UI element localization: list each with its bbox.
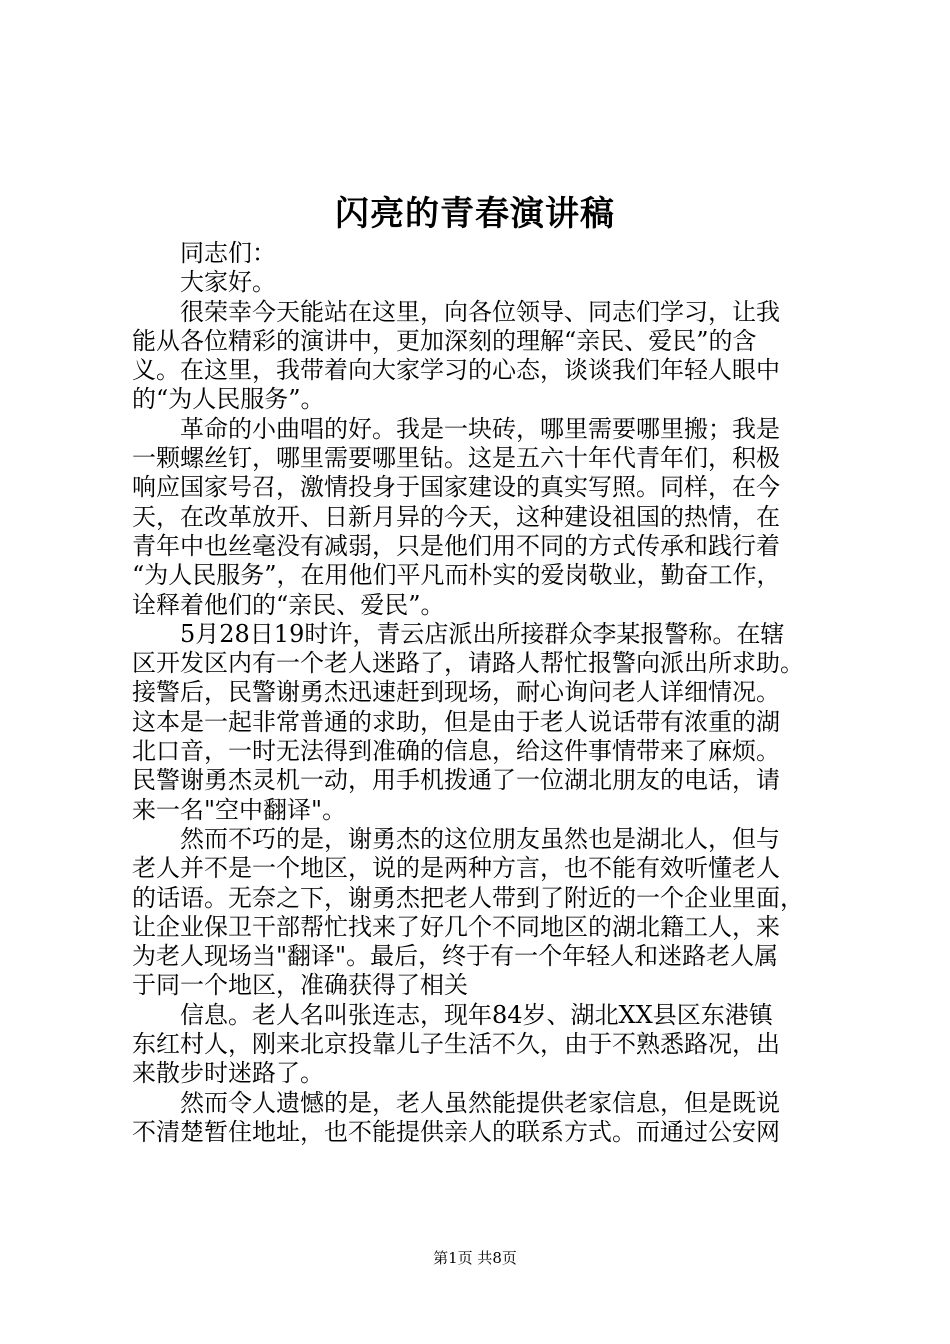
body-line: 很荣幸今天能站在这里，向各位领导、同志们学习，让我 [132, 297, 780, 326]
body-line: 响应国家号召，激情投身于国家建设的真实写照。同样，在今 [132, 473, 780, 502]
body-line: 这本是一起非常普通的求助，但是由于老人说话带有浓重的湖 [132, 707, 780, 736]
body-line: 诠释着他们的“亲民、爱民”。 [132, 590, 445, 619]
body-line: 同志们： [132, 239, 276, 267]
body-line: 青年中也丝毫没有减弱，只是他们用不同的方式传承和践行着 [132, 531, 780, 560]
body-line: 的“为人民服务”。 [132, 385, 325, 414]
body-line: 老人并不是一个地区，说的是两种方言，也不能有效听懂老人 [132, 854, 780, 883]
body-line: 不清楚暂住地址，也不能提供亲人的联系方式。而通过公安网 [132, 1117, 780, 1146]
body-line: 大家好。 [132, 268, 276, 297]
document-title: 闪亮的青春演讲稿 [335, 194, 615, 234]
body-line: 然而令人遗憾的是，老人虽然能提供老家信息，但是既说 [132, 1088, 780, 1117]
body-line: 革命的小曲唱的好。我是一块砖，哪里需要哪里搬；我是 [132, 414, 780, 443]
body-line: 天，在改革放开、日新月异的今天，这种建设祖国的热情，在 [132, 502, 780, 531]
body-line: 5月28日19时许，青云店派出所接群众李某报警称。在辖 [132, 619, 785, 648]
body-line: 区开发区内有一个老人迷路了，请路人帮忙报警向派出所求助。 [132, 649, 804, 678]
body-line: 义。在这里，我带着向大家学习的心态，谈谈我们年轻人眼中 [132, 356, 780, 385]
body-line: 接警后，民警谢勇杰迅速赶到现场，耐心询问老人详细情况。 [132, 678, 780, 707]
body-line: 北口音，一时无法得到准确的信息，给这件事情带来了麻烦。 [132, 737, 780, 766]
body-line: 让企业保卫干部帮忙找来了好几个不同地区的湖北籍工人，来 [132, 912, 780, 941]
body-line: 于同一个地区，准确获得了相关 [132, 971, 468, 1000]
body-line: 民警谢勇杰灵机一动，用手机拨通了一位湖北朋友的电话，请 [132, 766, 780, 795]
body-line: 为老人现场当"翻译"。最后，终于有一个年轻人和迷路老人属 [132, 942, 779, 971]
body-line: 的话语。无奈之下，谢勇杰把老人带到了附近的一个企业里面， [132, 883, 804, 912]
body-line: 来一名"空中翻译"。 [132, 795, 347, 824]
body-line: 来散步时迷路了。 [132, 1059, 324, 1088]
body-line: 东红村人，刚来北京投靠儿子生活不久，由于不熟悉路况，出 [132, 1030, 780, 1059]
body-line: 信息。老人名叫张连志，现年84岁、湖北XX县区东港镇 [132, 1000, 773, 1029]
body-line: 然而不巧的是，谢勇杰的这位朋友虽然也是湖北人，但与 [132, 824, 780, 853]
body-line: “为人民服务”，在用他们平凡而朴实的爱岗敬业，勤奋工作， [132, 561, 781, 590]
body-line: 能从各位精彩的演讲中，更加深刻的理解“亲民、爱民”的含 [132, 326, 757, 355]
body-line: 一颗螺丝钉，哪里需要哪里钻。这是五六十年代青年们，积极 [132, 444, 780, 473]
page-number-footer: 第1页 共8页 [433, 1249, 517, 1267]
document-body [132, 239, 842, 1147]
